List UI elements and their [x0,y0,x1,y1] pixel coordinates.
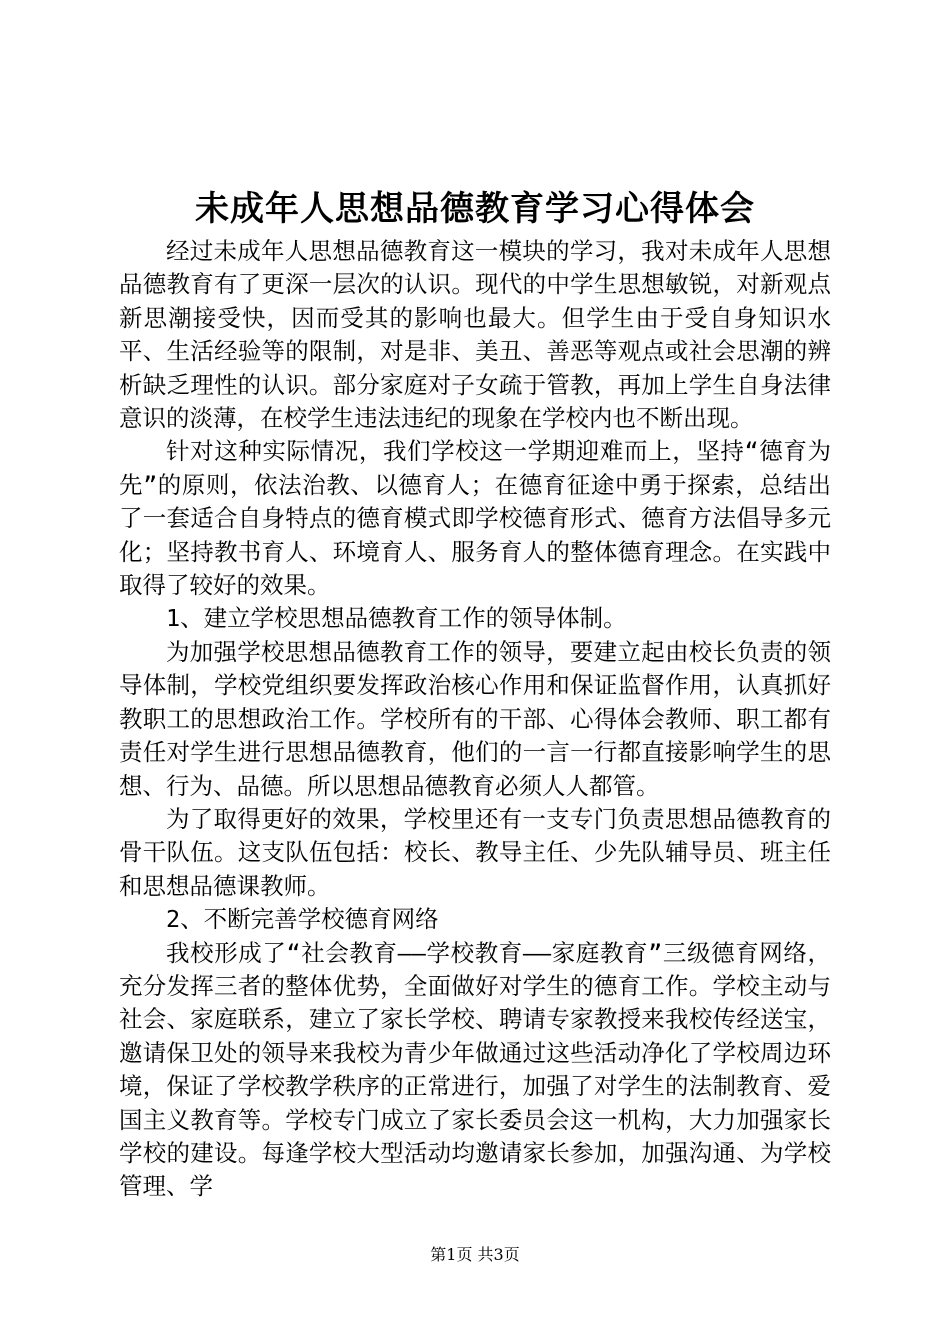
document-body [119,235,831,1204]
section-heading-1: 1、建立学校思想品德教育工作的领导体制。 [166,604,627,633]
paragraph-team: 为了取得更好的效果，学校里还有一支专门负责思想品德教育的骨干队伍。这支队伍包括：校长、教导主任、少先队辅导员、班主任和思想品德课教师。 [119,804,831,900]
document-title: 未成年人思想品德教育学习心得体会 [195,189,755,229]
paragraph-leadership: 为加强学校思想品德教育工作的领导，要建立起由校长负责的领导体制，学校党组织要发挥政治核心作用和保证监督作用，认真抓好教职工的思想政治工作。学校所有的干部、心得体会教师、职工都有责任对学生进行思想品德教育，他们的一言一行都直接影响学生的思想、行为、品德。所以思想品德教育必须人人都管。 [119,637,831,800]
page-number: 第1页 [430,1245,473,1264]
section-heading-2: 2、不断完善学校德育网络 [166,905,439,934]
paragraph-situation: 针对这种实际情况，我们学校这一学期迎难而上，坚持“德育为先”的原则，依法治教、以德育人；在德育征途中勇于探索，总结出了一套适合自身特点的德育模式即学校德育形式、德育方法倡导多元化；坚持教书育人、环境育人、服务育人的整体德育理念。在实践中取得了较好的效果。 [119,437,831,600]
paragraph-intro: 经过未成年人思想品德教育这一模块的学习，我对未成年人思想品德教育有了更深一层次的认识。现代的中学生思想敏锐，对新观点新思潮接受快，因而受其的影响也最大。但学生由于受自身知识水平、生活经验等的限制，对是非、美丑、善恶等观点或社会思潮的辨析缺乏理性的认识。部分家庭对子女疏于管教，再加上学生自身法律意识的淡薄，在校学生违法违纪的现象在学校内也不断出现。 [119,237,831,433]
page-footer [0,1244,950,1266]
page-total: 共3页 [477,1245,520,1264]
paragraph-network: 我校形成了“社会教育——学校教育——家庭教育”三级德育网络，充分发挥三者的整体优势，全面做好对学生的德育工作。学校主动与社会、家庭联系，建立了家长学校、聘请专家教授来我校传经送宝，邀请保卫处的领导来我校为青少年做通过这些活动净化了学校周边环境，保证了学校教学秩序的正常进行，加强了对学生的法制教育、爱国主义教育等。学校专门成立了家长委员会这一机构，大力加强家长学校的建设。每逢学校大型活动均邀请家长参加，加强沟通、为学校管理、学 [119,938,831,1201]
